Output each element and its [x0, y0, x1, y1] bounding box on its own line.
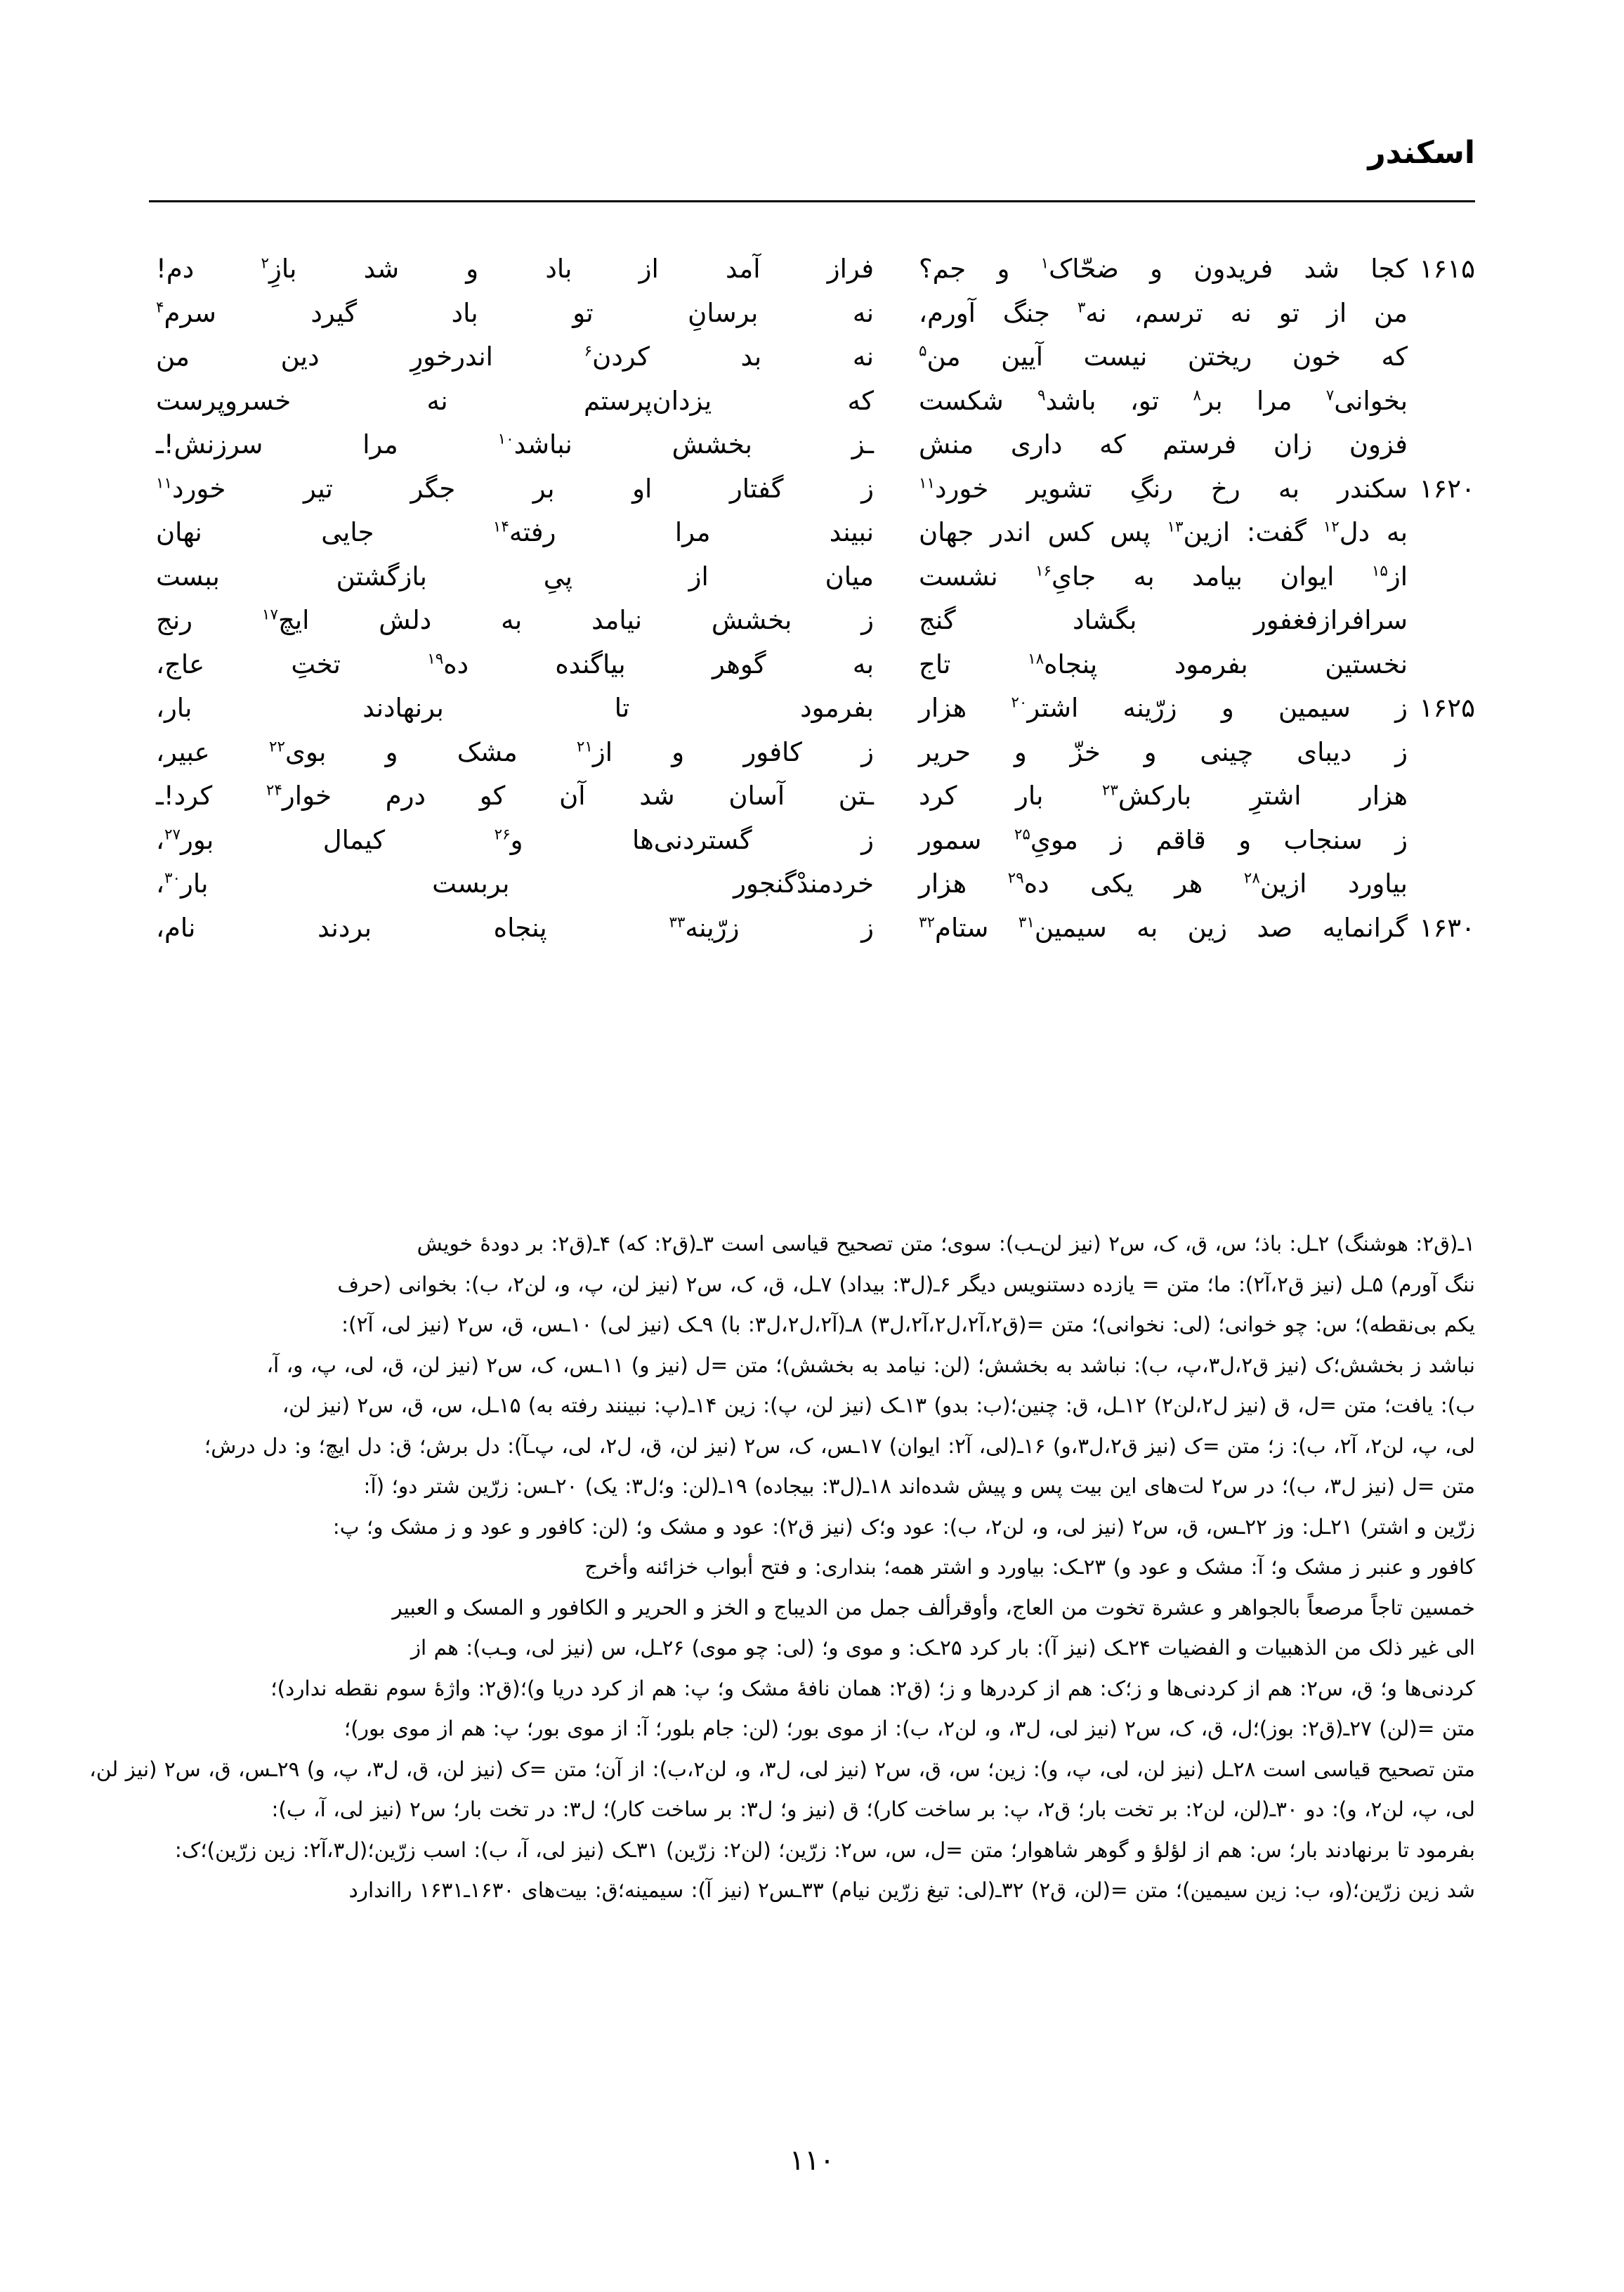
apparatus-line: زرّین و اشتر) ۲۱ـل: وز ۲۲ـس، ق، س٢ (نیز لی، و، لن٢، ب): عود و؛ک (نیز ق٢): عود و مشک و؛ (لن: کافور و عود و ز مشک و؛ پ:	[332, 1514, 1475, 1539]
hemistich-first: بخوانی$^۷$ مرا بر$^۸$ تو، باشد$^۹$ شکست	[919, 385, 1408, 416]
apparatus-line: ب): یافت؛ متن =ل، ق (نیز ل٢،لن٢) ۱۲ـل، ق: چنین؛(ب: بدو) ۱۳ـک (نیز لن، پ): زین ۱۴ـ(پ: نبینند رفته به) ۱۵ـل، س، ق، س٢ (نیز لن،	[282, 1393, 1475, 1417]
hemistich-second: ز بخشش نیامد به دلش ایچ$^{۱۷}$ رنج	[156, 605, 875, 635]
hemistich-second: ـتن آسان شد آن کو درم خوار$^{۲۴}$ کرد!ـ	[156, 781, 874, 811]
header-divider-rule	[149, 200, 1475, 202]
apparatus-line: کافور و عنبر ز مشک و؛ آ: مشک و عود و) ۲۳ـک: بیاورد و اشتر همه؛ بنداری: و فتح أبواب خزائنه وأخرج	[584, 1555, 1475, 1579]
hemistich-second: فراز آمد از باد و شد بازِ$^۲$ دم!	[156, 254, 875, 284]
hemistich-second: ز گستردنی‌ها و$^{۲۶}$ کیمال بور$^{۲۷}$،	[156, 824, 874, 855]
apparatus-line: یکم بی‌نقطه)؛ س: چو خوانی؛ (لی: نخوانی)؛ متن =(ق٢،آ٢،ل٢،آ٢،ل٣) ۸ـ(آ٢،ل٢،ل٣: با) ۹ـک (نیز لی) ۱۰ـس، ق، س٢ (نیز لی، آ٢):	[341, 1313, 1475, 1336]
verse-couplet	[149, 731, 1475, 775]
hemistich-first: ز سنجاب و قاقم ز مویِ$^{۲۵}$ سمور	[919, 824, 1408, 855]
verse-couplet	[149, 423, 1475, 467]
verse-number: ۱۶۱۵	[1419, 254, 1475, 284]
hemistich-second: بفرمود تا برنهادند بار،	[156, 693, 874, 723]
verse-couplet	[149, 862, 1475, 906]
hemistich-second: میان از پیِ بازگشتن ببست	[156, 561, 874, 592]
apparatus-line: کردنی‌ها و؛ ق، س٢: هم از کردنی‌ها و ز؛ک: هم از کردرها و ز؛ (ق٢: همان نافهٔ مشک و؛ پ: هم از کرد دریا و)؛(ق٢: واژهٔ سوم نقطه ندارد)؛	[270, 1676, 1475, 1700]
hemistich-second: به گوهر بیاگنده ده$^{۱۹}$ تختِ عاج،	[156, 649, 874, 679]
hemistich-first: بیاورد ازین$^{۲۸}$ هر یکی ده$^{۲۹}$ هزار	[919, 868, 1408, 899]
hemistich-first: گرانمایه صد زین به سیمین$^{۳۱}$ ستام$^{۳۲}$	[919, 912, 1408, 943]
hemistich-second: نه بد کردن$^۶$ اندرخورِ دین من	[156, 341, 874, 372]
apparatus-line: شد زین زرّین؛(و، ب: زین سیمین)؛ متن =(لن، ق٢) ۳۲ـ(لی: تیغ زرّین نیام) ۳۳ـس٢ (نیز آ): سیمینه؛ق: بیت‌های ۱۶۳۰ـ۱۶۳۱ رااندارد	[348, 1878, 1475, 1902]
hemistich-first: نخستین بفرمود پنجاه$^{۱۸}$ تاج	[919, 649, 1408, 679]
verse-couplet	[149, 247, 1475, 292]
hemistich-second: ز زرّینه$^{۳۳}$ پنجاه بردند نام،	[156, 912, 874, 943]
verse-couplet	[149, 599, 1475, 643]
hemistich-first: هزار اشترِ بارکش$^{۲۳}$ بار کرد	[919, 781, 1408, 811]
hemistich-first: سرافرازفغفور بگشاد گنج	[919, 605, 1408, 635]
apparatus-line: ۱ـ(ق٢: هوشنگ) ۲ـل: باذ؛ س، ق، ک، س٢ (نیز لن‌ـب): سوی؛ متن تصحیح قیاسی است ۳ـ(ق٢: که) ۴ـ(ق٢: بر دودهٔ خویش	[417, 1232, 1475, 1256]
critical-apparatus	[89, 1224, 1475, 1911]
hemistich-first: کجا شد فریدون و ضحّاک$^۱$ و جم؟	[919, 254, 1408, 284]
page-number: ۱۱۰	[789, 2144, 835, 2177]
verse-couplet	[149, 292, 1475, 336]
hemistich-first: به دل$^{۱۲}$ گفت: ازین$^{۱۳}$ پس کس اندر جهان	[919, 517, 1408, 547]
hemistich-second: ز کافور و از$^{۲۱}$ مشک و بوی$^{۲۲}$ عبیر،	[156, 736, 874, 767]
apparatus-line: خمسین تاجاً مرصعاً بالجواهر و عشرة تخوت من العاج، وأوقرألف جمل من الدیباج و الخز و الحریر و الکافور و المسک و العبیر	[392, 1595, 1475, 1620]
verse-couplet	[149, 774, 1475, 819]
verse-couplet	[149, 335, 1475, 379]
apparatus-line: ننگ آورم) ۵ـل (نیز ق٢،آ٢): ما؛ متن = یازده دستنویس دیگر ۶ـ(ل٣: بیداد) ۷ـل، ق، ک، س٢ (نیز لن، پ، و، لن٢، ب): بخوانی (حرف	[337, 1272, 1475, 1296]
page-title: اسکندر	[1368, 135, 1475, 171]
verse-number: ۱۶۳۰	[1419, 912, 1475, 943]
apparatus-line: لی، پ، لن٢، و): دو ۳۰ـ(لن، لن٢: بر تخت بار؛ ق٢، پ: بر ساخت کار)؛ ق (نیز و؛ ل٣: بر ساخت کار)؛ ل٣: در تخت بار؛ س٢ (نیز لی، آ، ب):	[271, 1797, 1475, 1821]
verse-couplet	[149, 819, 1475, 863]
verse-block	[149, 247, 1475, 1161]
verse-couplet	[149, 906, 1475, 951]
hemistich-first: ز سیمین و زرّینه اشتر$^{۲۰}$ هزار	[919, 693, 1408, 723]
verse-number: ۱۶۲۵	[1419, 693, 1475, 723]
hemistich-second: که یزدان‌پرستم نه خسروپرست	[156, 385, 874, 416]
hemistich-first: که خون ریختن نیست آیین من$^۵$	[919, 341, 1408, 372]
verse-couplet	[149, 643, 1475, 687]
hemistich-second: نه برسانِ تو باد گیرد سرم$^۴$	[156, 297, 874, 328]
apparatus-line: متن تصحیح قیاسی است ۲۸ـل (نیز لن، لی، پ، و): زین؛ س، ق، س٢ (نیز لی، ل٣، و، لن٢،ب): از آن؛ متن =ک (نیز لن، ق، ل٣، پ، و) ۲۹ـس، ق، س٢ (نیز لن،	[89, 1757, 1475, 1781]
hemistich-first: من از تو نه ترسم، نه$^۳$ جنگ آورم،	[919, 297, 1408, 328]
verse-couplet	[149, 379, 1475, 424]
apparatus-line: متن =ل (نیز ل٣، ب)؛ در س٢ لت‌های این بیت پس و پیش شده‌اند ۱۸ـ(ل٣: بیجاده) ۱۹ـ(لن: و؛ل٣: یک) ۲۰ـس: زرّین شتر دو؛ (آ:	[363, 1474, 1475, 1498]
apparatus-line: متن =(لن) ۲۷ـ(ق٢: بوز)؛ل، ق، ک، س٢ (نیز لی، ل٣، و، لن٢، ب): از موی بور؛ (لن: جام بلور؛ آ: از موی بور؛ پ: هم از موی بور)؛	[343, 1717, 1475, 1740]
apparatus-line: الی غیر ذلک من الذهبیات و الفضیات ۲۴ـک (نیز آ): بار کرد ۲۵ـک: و موی و؛ (لی: چو موی) ۲۶ـل، س (نیز لی، و‌ـب): هم از	[410, 1636, 1475, 1660]
verse-number: ۱۶۲۰	[1419, 473, 1475, 504]
hemistich-second: ـز بخشش نباشد$^{۱۰}$ مرا سرزنش!ـ	[156, 429, 874, 460]
hemistich-first: ز دیبای چینی و خزّ و حریر	[919, 736, 1408, 767]
apparatus-line: بفرمود تا برنهادند بار؛ س: هم از لؤلؤ و گوهر شاهوار؛ متن =ل، س، س٢: زرّین؛ (لن٢: زرّین) ۳۱ـک (نیز لی، آ، ب): اسب زرّین؛(ل٣،آ٢: زین زرّین)؛ک:	[174, 1837, 1475, 1862]
hemistich-second: ز گفتار او بر جگر تیر خورد$^{۱۱}$	[156, 473, 874, 504]
verse-couplet	[149, 467, 1475, 512]
hemistich-first: سکندر به رخ رنگِ تشویر خورد$^{۱۱}$	[919, 473, 1408, 504]
verse-couplet	[149, 555, 1475, 599]
apparatus-line: لی، پ، لن٢، آ٢، ب): ز؛ متن =ک (نیز ق٢،ل٣،و) ۱۶ـ(لی، آ٢: ایوان) ۱۷ـس، ک، س٢ (نیز لن، ق، ل٢، لی، پ‌ـآ): دل برش؛ ق: دل ایچ؛ و: دل درش؛	[204, 1433, 1475, 1458]
apparatus-line: نباشد ز بخشش؛ک (نیز ق٢،ل٣،پ، ب): نباشد به بخشش؛ (لن: نیامد به بخشش)؛ متن =ل (نیز و) ۱۱ـس، ک، س٢ (نیز لن، ق، لی، پ، و، آ،	[266, 1353, 1475, 1377]
verse-couplet	[149, 511, 1475, 555]
hemistich-first: از$^{۱۵}$ ایوان بیامد به جایِ$^{۱۶}$ نشست	[919, 561, 1408, 592]
hemistich-second: نبیند مرا رفته$^{۱۴}$ جایی نهان	[156, 517, 874, 547]
running-head	[149, 135, 1475, 202]
hemistich-first: فزون زان فرستم که داری منش	[919, 429, 1408, 460]
hemistich-second: خردمندْگنجور بربست بار$^{۳۰}$،	[156, 868, 874, 899]
verse-couplet	[149, 686, 1475, 731]
